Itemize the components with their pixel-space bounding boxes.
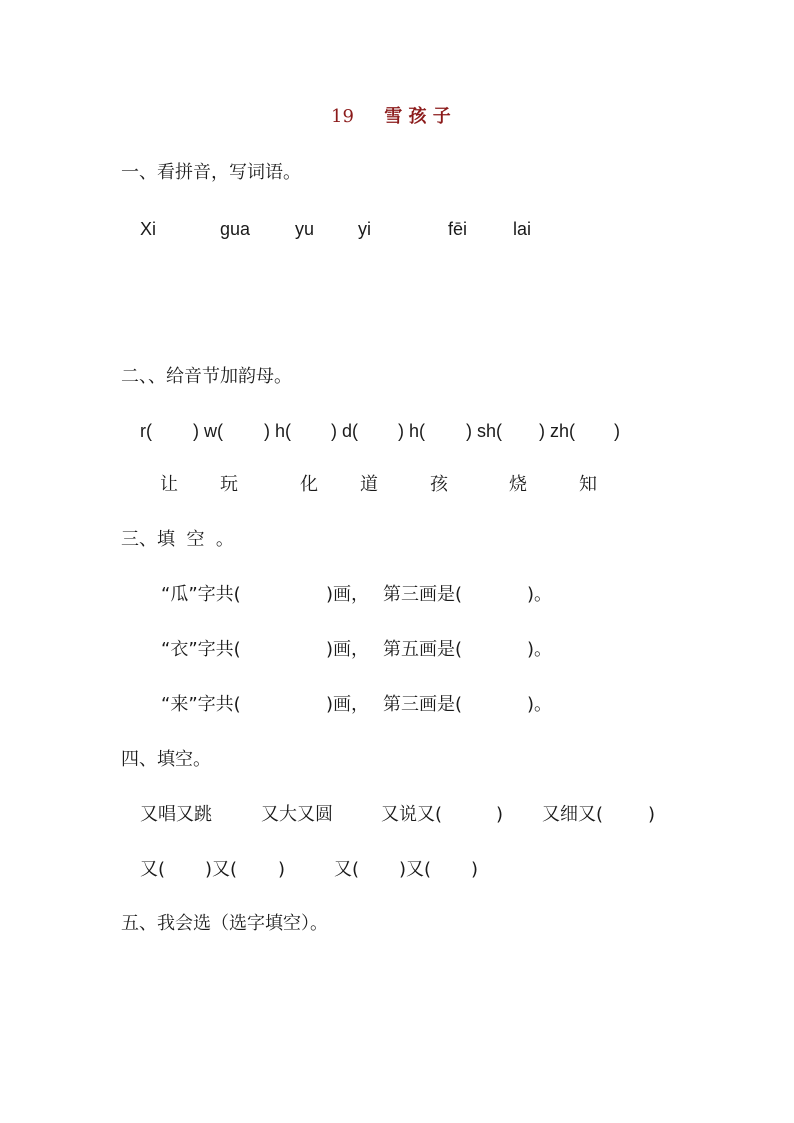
section5-heading: 五、我会选（选字填空）。 — [121, 913, 328, 934]
syllable-blank: ) sh( — [466, 421, 502, 441]
syllable-blank: ) h( — [264, 421, 291, 441]
pinyin-item: fēi — [448, 219, 468, 239]
stroke-count-close: )画， — [326, 639, 370, 660]
stroke-count-close: )画， — [326, 694, 370, 715]
phrase-item: 又说又( — [381, 804, 443, 825]
syllable-blank: ) w( — [193, 421, 223, 441]
character-item: 烧 — [509, 474, 527, 495]
stroke-char-label: “瓜”字共( — [161, 584, 241, 605]
phrase-item: )又( — [399, 859, 432, 880]
pinyin-item: gua — [220, 219, 251, 239]
syllable-blank: ) — [614, 421, 620, 441]
stroke-char-label: “来”字共( — [161, 694, 241, 715]
stroke-order-label: 第五画是( — [383, 639, 463, 660]
section3-heading: 三、填 空 。 — [121, 529, 234, 550]
phrase-item: 又( — [140, 859, 166, 880]
lesson-title: 雪 孩 子 — [384, 106, 451, 127]
stroke-order-label: 第三画是( — [383, 694, 463, 715]
lesson-number: 19 — [331, 106, 354, 127]
syllable-blank: ) d( — [331, 421, 358, 441]
page-title — [331, 108, 451, 126]
phrase-item: 又唱又跳 — [140, 804, 212, 825]
pinyin-item: yi — [358, 219, 371, 239]
section4-heading: 四、填空。 — [121, 749, 211, 770]
stroke-count-close: )画， — [326, 584, 370, 605]
stroke-order-label: 第三画是( — [383, 584, 463, 605]
pinyin-item: lai — [513, 219, 532, 239]
phrase-item: ) — [471, 859, 479, 880]
phrase-item: 又大又圆 — [261, 804, 333, 825]
phrase-item: ) — [278, 859, 286, 880]
character-item: 孩 — [430, 474, 448, 495]
character-item: 知 — [579, 474, 597, 495]
character-item: 道 — [360, 474, 378, 495]
phrase-item: )又( — [205, 859, 238, 880]
stroke-char-label: “衣”字共( — [161, 639, 241, 660]
phrase-item: 又细又( — [542, 804, 604, 825]
section1-heading: 一、看拼音，写词语。 — [121, 162, 301, 183]
character-item: 玩 — [220, 474, 238, 495]
phrase-item: ) — [496, 804, 504, 825]
character-item: 让 — [160, 474, 178, 495]
stroke-order-close: )。 — [527, 694, 553, 715]
syllable-blank: r( — [140, 421, 152, 441]
syllable-blank: ) zh( — [539, 421, 575, 441]
stroke-order-close: )。 — [527, 584, 553, 605]
syllable-blank: ) h( — [398, 421, 425, 441]
pinyin-item: yu — [295, 219, 315, 239]
character-item: 化 — [300, 474, 318, 495]
pinyin-item: Xi — [140, 219, 157, 239]
stroke-order-close: )。 — [527, 639, 553, 660]
phrase-item: ) — [648, 804, 656, 825]
phrase-item: 又( — [334, 859, 360, 880]
section2-heading: 二、、给音节加韵母。 — [121, 366, 292, 387]
